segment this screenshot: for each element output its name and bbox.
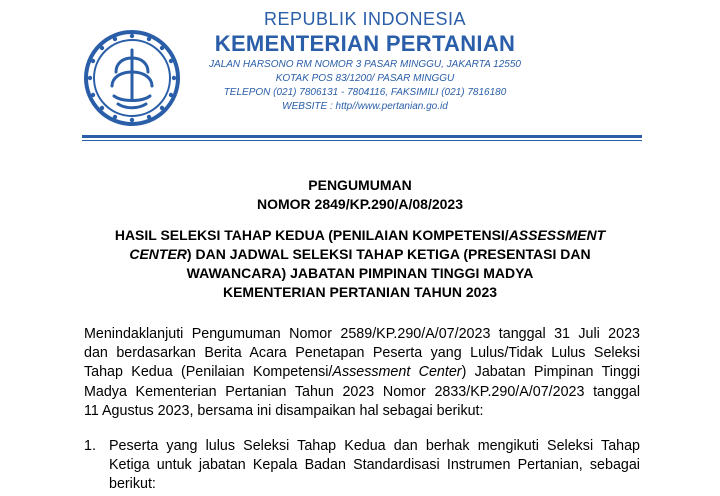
letterhead-divider-thin	[82, 140, 642, 141]
paragraph-line: Tahap Kedua (Penilaian Kompetensi/Assessment Center) Jabatan Pimpinan Tinggi	[84, 364, 641, 381]
pobox-line: KOTAK POS 83/1200/ PASAR MINGGU	[275, 73, 455, 84]
title-line-1: HASIL SELEKSI TAHAP KEDUA (PENILAIAN KOMPETENSI/ASSESSMENT	[114, 227, 606, 243]
paragraph-line: dan berdasarkan Berita Acara Penetapan Peserta yang Lulus/Tidak Lulus Seleksi	[84, 345, 640, 362]
phone-line: TELEPON (021) 7806131 - 7804116, FAKSIMILI (021) 7816180	[223, 87, 507, 98]
list-item-line: berikut:	[109, 476, 156, 493]
paragraph-line: Madya Kementerian Pertanian Tahun 2023 Nomor 2833/KP.290/A/07/2023 tanggal	[84, 383, 640, 400]
republik-heading: REPUBLIK INDONESIA	[263, 9, 467, 29]
title-line-3: WAWANCARA) JABATAN PIMPINAN TINGGI MADYA	[186, 265, 534, 281]
title-line-2: CENTER) DAN JADWAL SELEKSI TAHAP KETIGA (PRESENTASI DAN	[129, 246, 591, 262]
document-title	[0, 226, 720, 302]
ministry-name: KEMENTERIAN PERTANIAN	[214, 31, 516, 56]
letterhead-divider-thick	[82, 135, 642, 138]
list-item-line: Peserta yang lulus Seleksi Tahap Kedua dan berhak mengikuti Seleksi Tahap	[109, 438, 640, 454]
address-line: JALAN HARSONO RM NOMOR 3 PASAR MINGGU, JAKARTA 12550	[209, 59, 521, 70]
paragraph-line: Menindaklanjuti Pengumuman Nomor 2589/KP.290/A/07/2023 tanggal 31 Juli 2023	[84, 326, 640, 342]
list-item-number: 1.	[84, 438, 96, 454]
ministry-logo-icon	[82, 28, 182, 128]
letterhead	[0, 0, 720, 150]
announcement-heading: PENGUMUMAN	[308, 177, 412, 193]
list-item-line: Ketiga untuk jabatan Kepala Badan Standardisasi Instrumen Pertanian, sebagai	[109, 457, 640, 474]
paragraph-line: 11 Agustus 2023, bersama ini disampaikan hal sebagai berikut:	[84, 402, 484, 419]
list-item-text	[109, 437, 640, 495]
announcement-number: NOMOR 2849/KP.290/A/08/2023	[257, 196, 463, 212]
letterhead-text	[200, 8, 530, 114]
title-line-4: KEMENTERIAN PERTANIAN TAHUN 2023	[222, 284, 498, 300]
website-line: WEBSITE : http//www.pertanian.go.id	[282, 101, 448, 112]
intro-paragraph	[84, 325, 640, 421]
